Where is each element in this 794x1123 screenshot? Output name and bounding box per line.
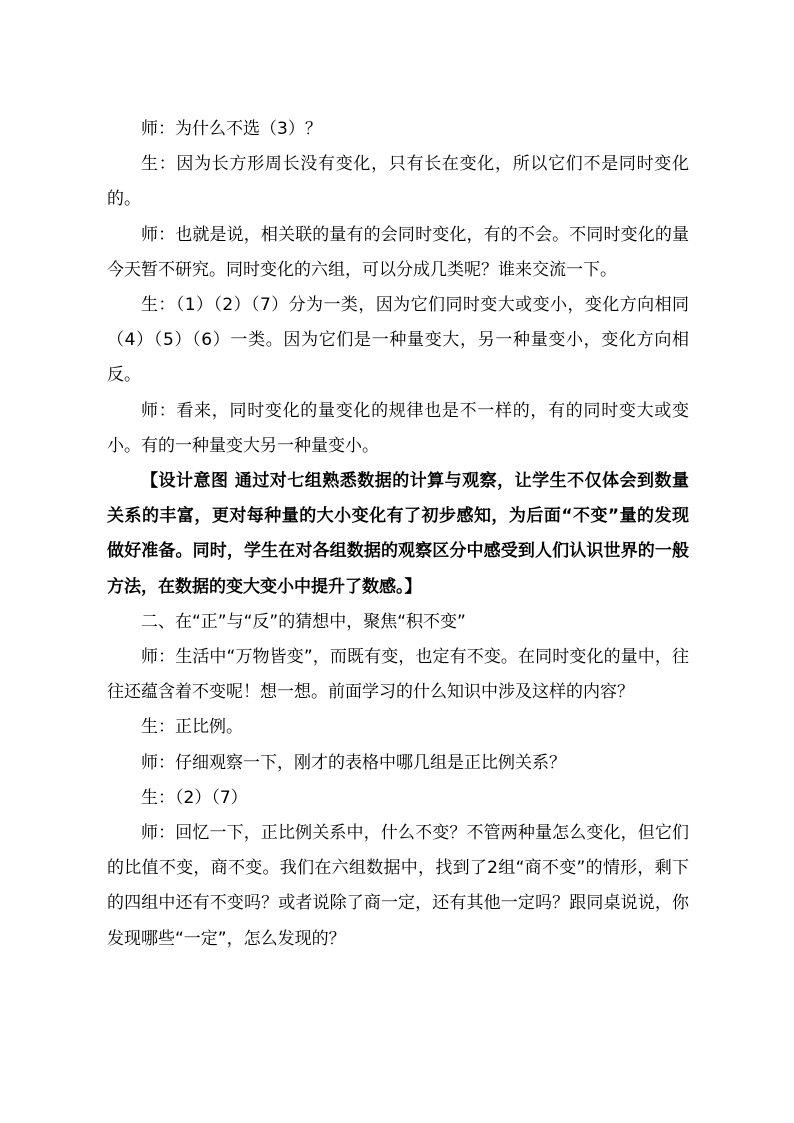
document-body — [107, 112, 689, 957]
dialogue-paragraph: 师：为什么不选（3）？ — [141, 119, 322, 139]
section-heading: 二、在“正”与“反”的猜想中，聚焦“积不变” — [141, 611, 466, 632]
dialogue-paragraph: 生：因为长方形周长没有变化，只有长在变化，所以它们不是同时变化的。 — [107, 154, 689, 210]
dialogue-paragraph: 师：回忆一下，正比例关系中，什么不变？不管两种量怎么变化，但它们的比值不变，商不变。我们在六组数据中，找到了2组“商不变”的情形，剩下的四组中还有不变吗？或者说除了商一定，还有其他一定吗？跟同桌说说，你发现哪些“一定”，怎么发现的？ — [107, 823, 689, 949]
dialogue-paragraph: 师：仔细观察一下，刚才的表格中哪几组是正比例关系？ — [141, 752, 566, 773]
design-intent-note: 【设计意图 通过对七组熟悉数据的计算与观察，让学生不仅体会到数量关系的丰富，更对每种量的大小变化有了初步感知，为后面“不变”量的发现做好准备。同时，学生在对各组数据的观察区分中感受到人们认识世界的一般方法，在数据的变大变小中提升了数感。】 — [107, 471, 689, 597]
dialogue-paragraph: 师：生活中“万物皆变”，而既有变，也定有不变。在同时变化的量中，往往还蕴含着不变呢！想一想。前面学习的什么知识中涉及这样的内容？ — [107, 647, 689, 703]
dialogue-paragraph: 师：也就是说，相关联的量有的会同时变化，有的不会。不同时变化的量今天暂不研究。同时变化的六组，可以分成几类呢？谁来交流一下。 — [107, 224, 689, 280]
dialogue-paragraph: 师：看来，同时变化的量变化的规律也是不一样的，有的同时变大或变小。有的一种量变大另一种量变小。 — [107, 400, 689, 456]
dialogue-paragraph: 生：（1）（2）（7）分为一类，因为它们同时变大或变小，变化方向相同（4）（5）（6）一类。因为它们是一种量变大，另一种量变小，变化方向相反。 — [107, 295, 689, 386]
dialogue-paragraph: 生：（2）（7） — [141, 787, 248, 808]
dialogue-paragraph: 生：正比例。 — [141, 717, 243, 738]
